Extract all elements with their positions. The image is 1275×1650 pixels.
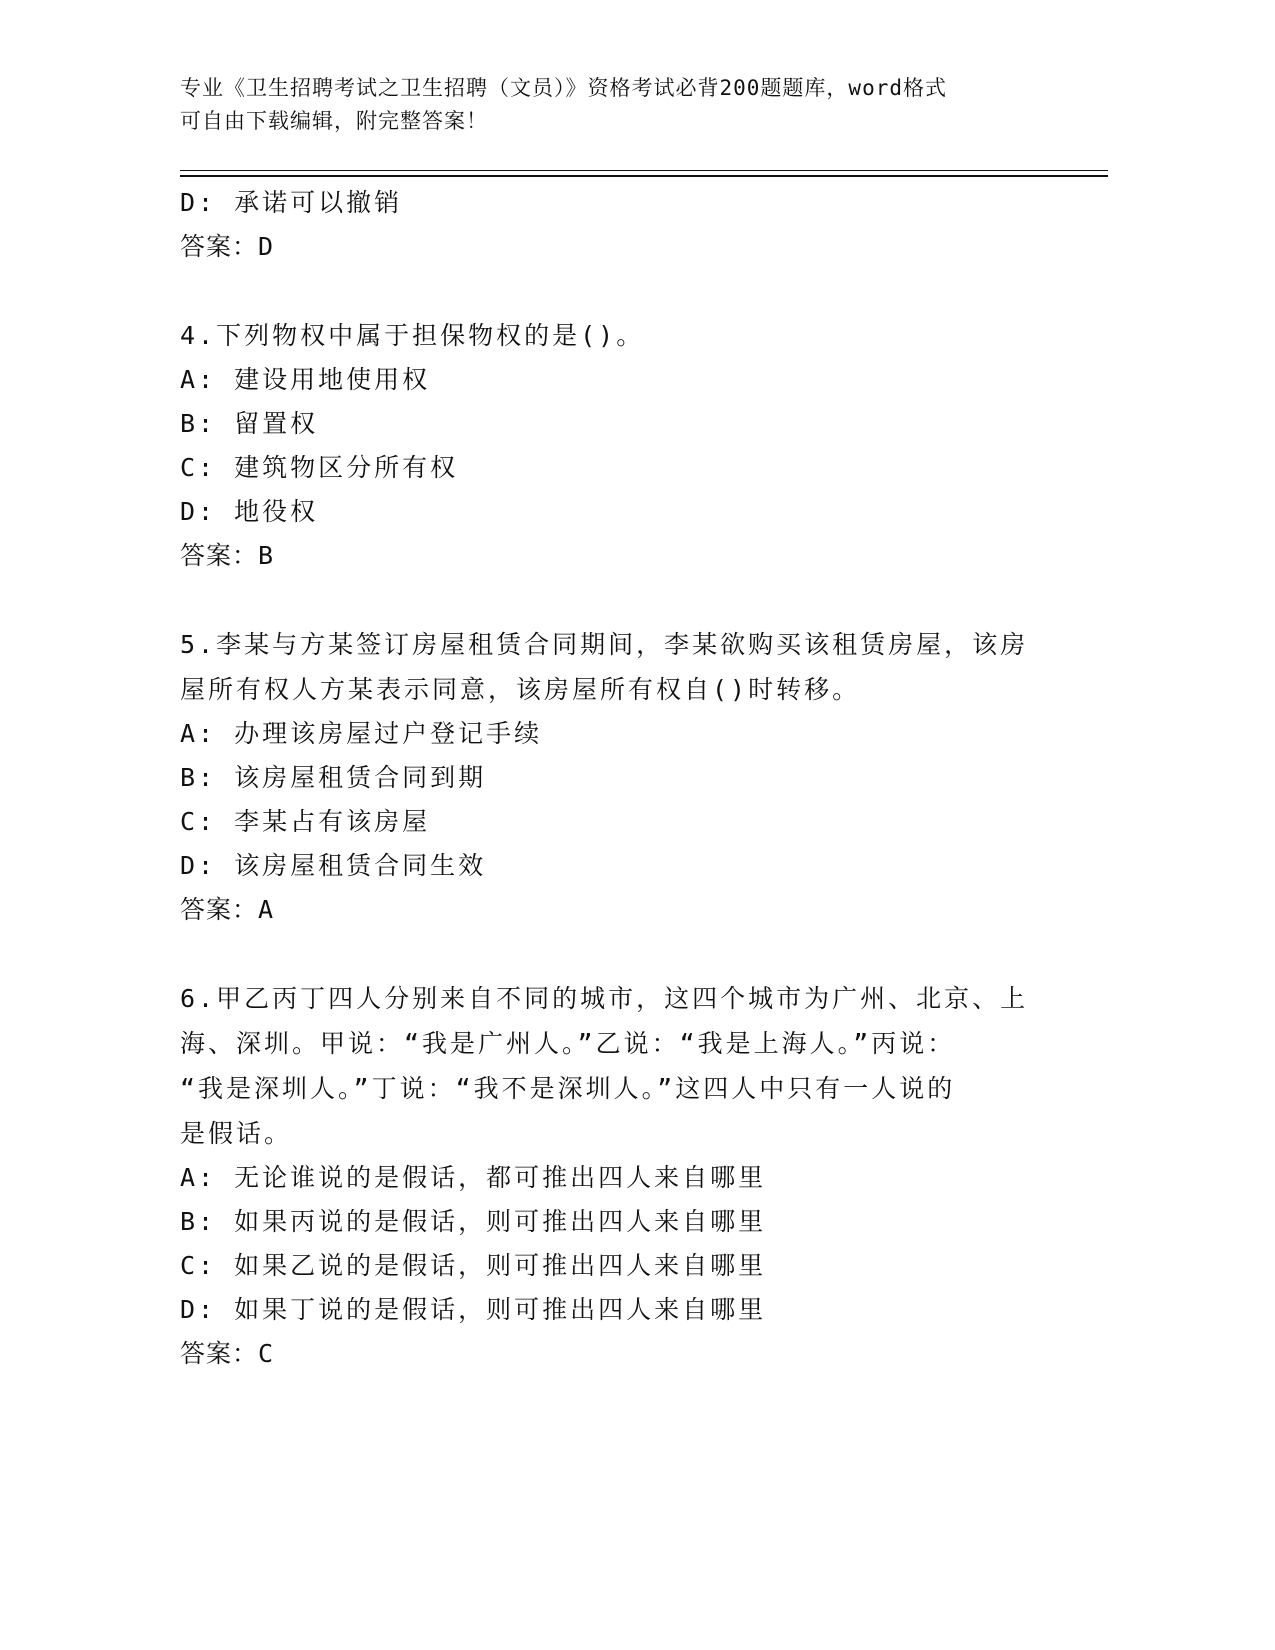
answer-label: 答案： [180,541,259,570]
document-body [180,181,1040,1376]
question-stem [180,313,1040,358]
stem-line: 是假话。 [180,1119,293,1148]
answer-line [180,888,1040,932]
option-a: A: 无论谁说的是假话，都可推出四人来自哪里 [180,1163,767,1192]
stem-line: 4.下列物权中属于担保物权的是()。 [180,321,645,350]
stem-line: “我是深圳人。”丁说：“我不是深圳人。”这四人中只有一人说的 [180,1074,956,1103]
option-d: D: 如果丁说的是假话，则可推出四人来自哪里 [180,1295,767,1324]
answer-label: 答案： [180,232,259,261]
answer-line [180,225,1040,269]
option-a: A: 办理该房屋过户登记手续 [180,719,543,748]
answer-value: B [258,541,275,570]
answer-label: 答案： [180,1339,259,1368]
page-header [180,72,1060,138]
option-c: C: 建筑物区分所有权 [180,453,459,482]
stem-line: 屋所有权人方某表示同意，该房屋所有权自()时转移。 [180,675,861,704]
answer-label: 答案： [180,895,259,924]
question-stem [180,622,1040,712]
answer-line [180,1332,1040,1376]
option-c: C: 李某占有该房屋 [180,807,431,836]
header-divider-thick [180,175,1108,177]
option-c: C: 如果乙说的是假话，则可推出四人来自哪里 [180,1251,767,1280]
option-b: B: 留置权 [180,409,319,438]
question-5 [180,622,1040,932]
stem-line: 6.甲乙丙丁四人分别来自不同的城市，这四个城市为广州、北京、上 [180,984,1029,1013]
option-b: B: 该房屋租赁合同到期 [180,763,487,792]
previous-question-tail [180,181,1040,269]
question-stem [180,976,1040,1156]
question-4 [180,313,1040,578]
question-6 [180,976,1040,1376]
answer-value: A [258,895,275,924]
answer-value: D [258,232,275,261]
option-b: B: 如果丙说的是假话，则可推出四人来自哪里 [180,1207,767,1236]
answer-line [180,534,1040,578]
header-line-2: 可自由下载编辑，附完整答案！ [180,109,488,133]
option-d: D: 地役权 [180,497,319,526]
answer-value: C [258,1339,275,1368]
header-line-1: 专业《卫生招聘考试之卫生招聘（文员）》资格考试必背200题题库，word格式 [180,76,947,100]
stem-line: 5.李某与方某签订房屋租赁合同期间，李某欲购买该租赁房屋，该房 [180,630,1029,659]
option-d: D: 该房屋租赁合同生效 [180,851,487,880]
header-divider-thin [180,170,1108,171]
stem-line: 海、深圳。甲说：“我是广州人。”乙说：“我是上海人。”丙说： [180,1029,956,1058]
option-d: D: 承诺可以撤销 [180,188,403,217]
option-a: A: 建设用地使用权 [180,365,431,394]
